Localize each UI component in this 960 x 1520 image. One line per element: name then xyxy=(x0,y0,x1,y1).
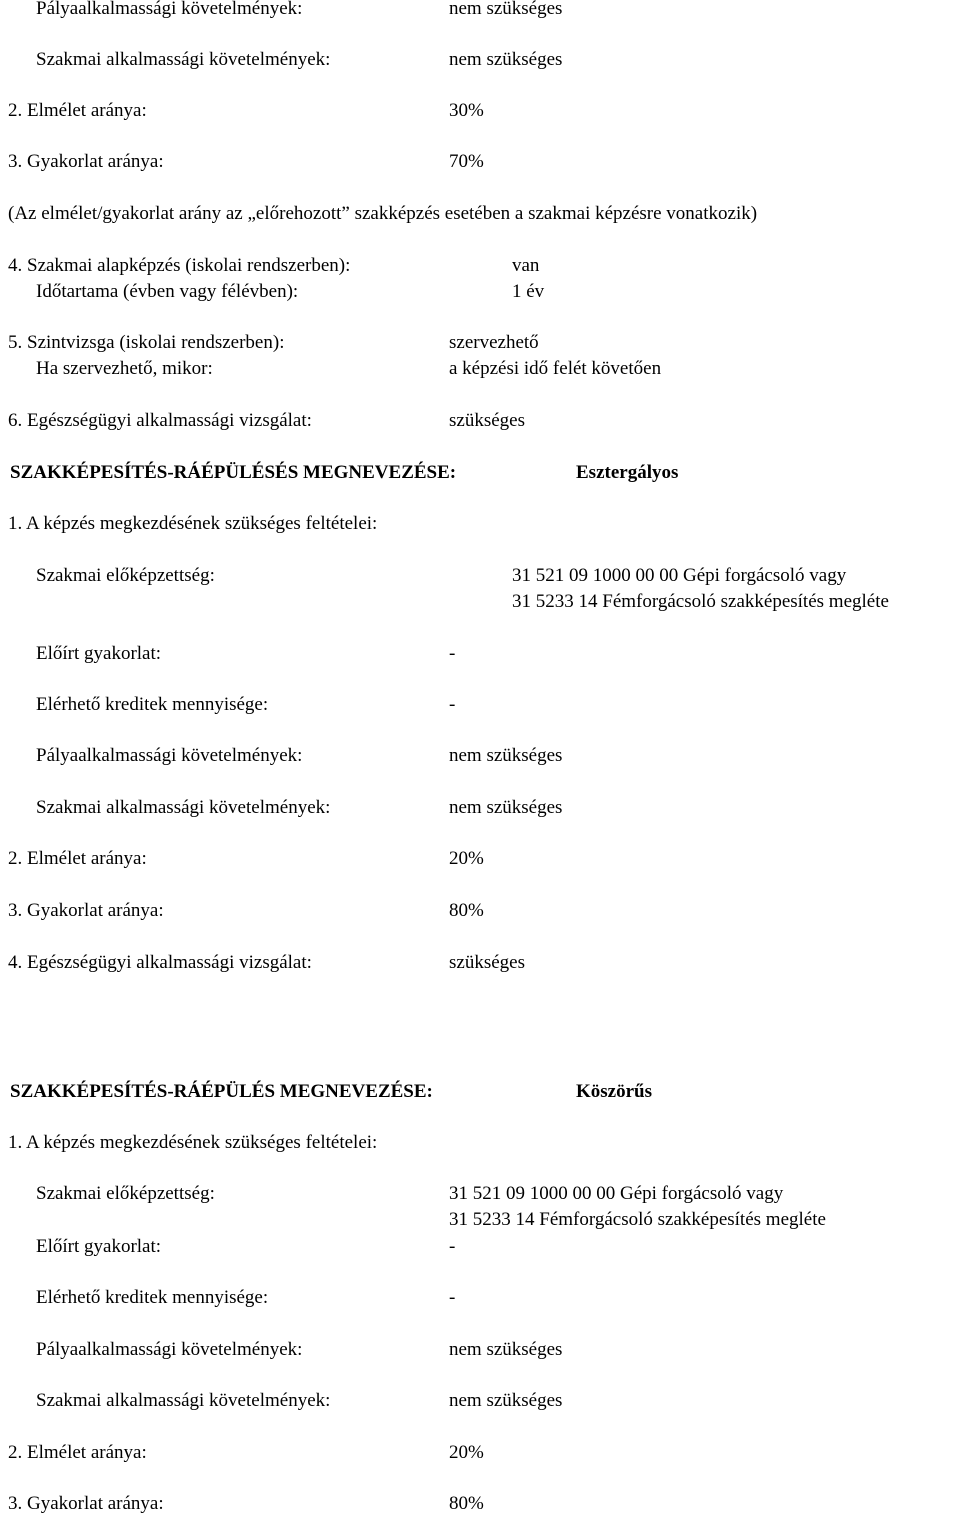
section-a-note: (Az elmélet/gyakorlat arány az „előrehozott” szakképzés esetében a szakmai képzésre vonatkozik) xyxy=(8,203,758,224)
section-a-idotartam-value: 1 év xyxy=(512,281,545,302)
section-b-gyakorlat-value: 80% xyxy=(449,900,484,921)
section-b-heading-label: SZAKKÉPESÍTÉS-RÁÉPÜLÉSÉS MEGNEVEZÉSE: xyxy=(10,462,457,483)
section-a-elmelet-label: 2. Elmélet aránya: xyxy=(8,100,147,121)
section-b-elokepzettseg-line1: 31 521 09 1000 00 00 Gépi forgácsoló vagy xyxy=(512,565,847,586)
section-b-elokepzettseg-line2: 31 5233 14 Fémforgácsoló szakképesítés megléte xyxy=(512,591,889,612)
section-a-alapkepzes-label: 4. Szakmai alapképzés (iskolai rendszerben): xyxy=(8,255,351,276)
section-a-szakmai-alk-label: Szakmai alkalmassági követelmények: xyxy=(36,49,331,70)
section-b-egeszseg-value: szükséges xyxy=(449,952,525,973)
section-a-mikor-label: Ha szervezhető, mikor: xyxy=(36,358,213,379)
section-b-gyakorlat-label: 3. Gyakorlat aránya: xyxy=(8,900,164,921)
section-c-szakmai-alk-label: Szakmai alkalmassági követelmények: xyxy=(36,1390,331,1411)
section-b-kredit-label: Elérhető kreditek mennyisége: xyxy=(36,694,269,715)
section-c-kredit-value: - xyxy=(449,1287,456,1308)
section-a-szakmai-alk-value: nem szükséges xyxy=(449,49,563,70)
section-b-elmelet-value: 20% xyxy=(449,848,484,869)
section-a-gyakorlat-label: 3. Gyakorlat aránya: xyxy=(8,151,164,172)
section-c-eloirt-label: Előírt gyakorlat: xyxy=(36,1236,162,1257)
section-c-gyakorlat-label: 3. Gyakorlat aránya: xyxy=(8,1493,164,1514)
section-b-eloirt-label: Előírt gyakorlat: xyxy=(36,643,162,664)
section-c-szakmai-alk-value: nem szükséges xyxy=(449,1390,563,1411)
section-c-heading-label: SZAKKÉPESÍTÉS-RÁÉPÜLÉS MEGNEVEZÉSE: xyxy=(10,1081,433,1102)
section-c-palya-label: Pályaalkalmassági követelmények: xyxy=(36,1339,303,1360)
section-b-egeszseg-label: 4. Egészségügyi alkalmassági vizsgálat: xyxy=(8,952,312,973)
section-b-feltetelek: 1. A képzés megkezdésének szükséges feltételei: xyxy=(8,513,378,534)
section-b-szakmai-alk-label: Szakmai alkalmassági követelmények: xyxy=(36,797,331,818)
section-a-egeszseg-value: szükséges xyxy=(449,410,525,431)
section-a-szintvizsga-label: 5. Szintvizsga (iskolai rendszerben): xyxy=(8,332,285,353)
section-b-elokepzettseg-label: Szakmai előképzettség: xyxy=(36,565,215,586)
section-a-szintvizsga-value: szervezhető xyxy=(449,332,539,353)
section-b-palya-value: nem szükséges xyxy=(449,745,563,766)
section-a-elmelet-value: 30% xyxy=(449,100,484,121)
section-a-gyakorlat-value: 70% xyxy=(449,151,484,172)
section-c-elokepzettseg-line2: 31 5233 14 Fémforgácsoló szakképesítés megléte xyxy=(449,1209,826,1230)
section-a-idotartam-label: Időtartama (évben vagy félévben): xyxy=(36,281,299,302)
section-a-alapkepzes-value: van xyxy=(512,255,540,276)
section-c-kredit-label: Elérhető kreditek mennyisége: xyxy=(36,1287,269,1308)
section-b-elmelet-label: 2. Elmélet aránya: xyxy=(8,848,147,869)
section-b-palya-label: Pályaalkalmassági követelmények: xyxy=(36,745,303,766)
section-c-heading-value: Köszörűs xyxy=(576,1081,652,1102)
section-a-palya-label: Pályaalkalmassági követelmények: xyxy=(36,0,303,19)
section-b-kredit-value: - xyxy=(449,694,456,715)
section-c-elmelet-label: 2. Elmélet aránya: xyxy=(8,1442,147,1463)
section-c-elmelet-value: 20% xyxy=(449,1442,484,1463)
section-a-mikor-value: a képzési idő felét követően xyxy=(449,358,662,379)
section-c-palya-value: nem szükséges xyxy=(449,1339,563,1360)
section-b-szakmai-alk-value: nem szükséges xyxy=(449,797,563,818)
section-b-eloirt-value: - xyxy=(449,643,456,664)
section-c-gyakorlat-value: 80% xyxy=(449,1493,484,1514)
section-a-egeszseg-label: 6. Egészségügyi alkalmassági vizsgálat: xyxy=(8,410,312,431)
section-c-elokepzettseg-label: Szakmai előképzettség: xyxy=(36,1183,215,1204)
section-c-eloirt-value: - xyxy=(449,1236,456,1257)
section-c-feltetelek: 1. A képzés megkezdésének szükséges feltételei: xyxy=(8,1132,378,1153)
section-b-heading-value: Esztergályos xyxy=(576,462,679,483)
section-c-elokepzettseg-line1: 31 521 09 1000 00 00 Gépi forgácsoló vagy xyxy=(449,1183,784,1204)
section-a-palya-value: nem szükséges xyxy=(449,0,563,19)
